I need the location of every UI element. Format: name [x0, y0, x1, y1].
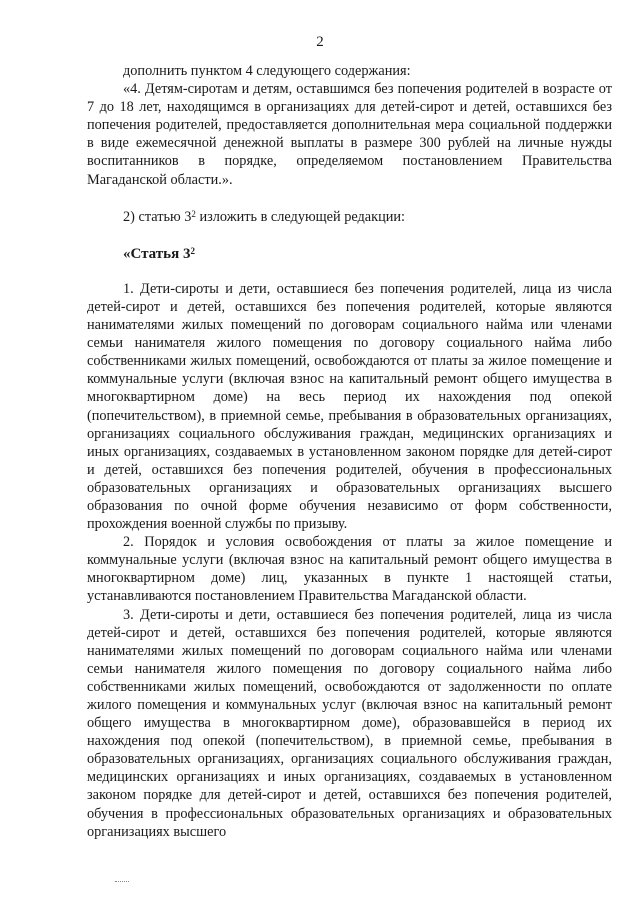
footer-mark	[115, 881, 129, 883]
article-heading	[87, 245, 612, 263]
article-paragraph-3: 3. Дети-сироты и дети, оставшиеся без попечения родителей, лица из числа детей-сирот и детей, оставшихся без попечения родителей, которые являются нанимателями жилых помещений по договорам социального найма или членами семьи нанимателя жилого помещения по договору социального найма либо собственниками жилых помещений, освобождаются от задолженности по оплате жилого помещения и коммунальных услуг (включая взнос на капитальный ремонт общего имущества в многоквартирном доме), образовавшейся в период их нахождения под опекой (попечительством), в приемной семье, пребывания в образовательных организациях, организациях социального обслуживания граждан, медицинских организациях и иных организациях, создаваемых в установленном законом порядке для детей-сирот и детей, оставшихся без попечения родителей, обучения в профессиональных образовательных организациях и образовательных организациях высшего	[87, 606, 612, 840]
page-number: 2	[316, 34, 324, 50]
article-heading-text: «Статья 3	[123, 245, 191, 262]
amendment-intro: дополнить пунктом 4 следующего содержания:	[123, 63, 411, 79]
item2-superscript: 2	[191, 208, 196, 219]
item2-suffix: изложить в следующей редакции:	[195, 208, 406, 225]
amendment-item-2	[87, 208, 612, 226]
article-paragraph-1: 1. Дети-сироты и дети, оставшиеся без попечения родителей, лица из числа детей-сирот и детей, оставшихся без попечения родителей, которые являются нанимателями жилых помещений по договорам социального найма или членами семьи нанимателя жилого помещения по договору социального найма либо собственниками жилых помещений, освобождаются от платы за жилое помещение и коммунальные услуги (включая взнос на капитальный ремонт общего имущества в многоквартирном доме) на весь период их нахождения под опекой (попечительством), в приемной семье, пребывания в образовательных организациях, организациях социального обслуживания граждан, медицинских организациях и иных организациях, создаваемых в установленном законом порядке для детей-сирот и детей, оставшихся без попечения родителей, обучения в профессиональных образовательных организациях и образовательных организациях высшего образования по очной форме обучения независимо от форм собственности, прохождения военной службы по призыву.	[87, 280, 612, 533]
document-body	[87, 62, 612, 841]
new-point-4: «4. Детям-сиротам и детям, оставшимся без попечения родителей в возрасте от 7 до 18 лет, находящимся в организациях для детей-сирот и детей, оставшихся без попечения родителей, предоставляется дополнительная мера социальной поддержки в виде ежемесячной денежной выплаты в размере 300 рублей на личные нужды воспитанников в порядке, определяемом постановлением Правительства Магаданской области.».	[87, 81, 612, 188]
article-paragraph-2: 2. Порядок и условия освобождения от платы за жилое помещение и коммунальные услуги (включая взнос на капитальный ремонт общего имущества в многоквартирном доме) лиц, указанных в пункте 1 настоящей статьи, устанавливаются постановлением Правительства Магаданской области.	[87, 534, 612, 605]
article-heading-superscript: 2	[190, 245, 195, 256]
item2-prefix: 2) статью 3	[123, 208, 192, 225]
